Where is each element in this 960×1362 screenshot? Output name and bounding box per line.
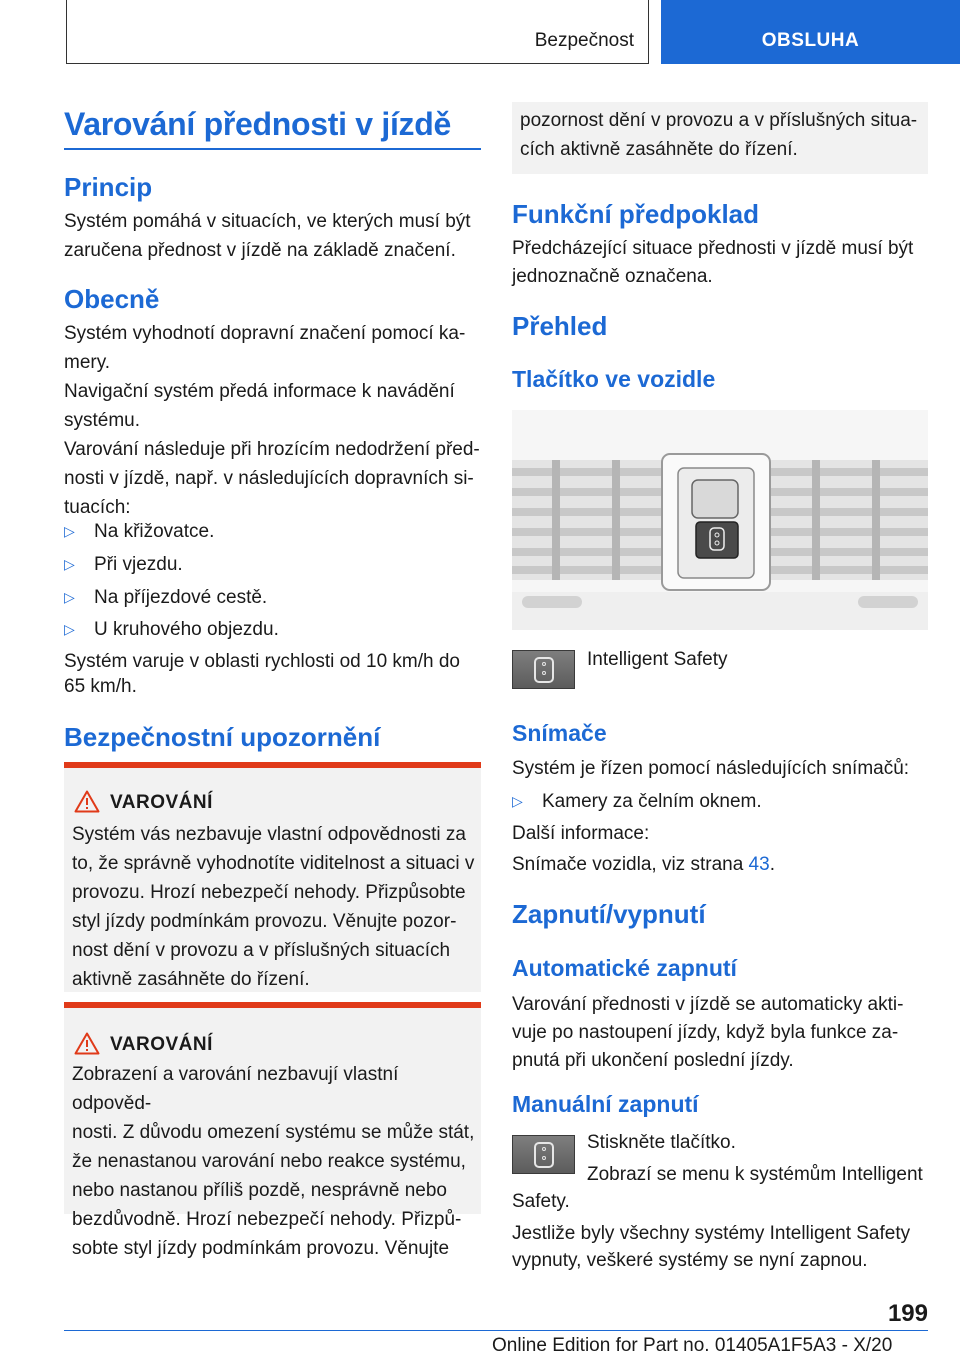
auto-line-1: Varování přednosti v jízdě se automaticky akti- [512, 994, 904, 1015]
bullet-triangle-icon: ▷ [64, 621, 75, 637]
header-chapter-label: OBSLUHA [761, 30, 860, 51]
vehicle-button-photo [512, 410, 928, 630]
warning-triangle-icon [74, 790, 100, 813]
warning-triangle-icon [74, 1032, 100, 1055]
warning-box-2 [64, 1002, 481, 1259]
obecne-p1a: Systém vyhodnotí dopravní značení pomocí ka- [64, 323, 466, 344]
snimace-text: Systém je řízen pomocí následujících snímačů: [512, 758, 910, 779]
obecne-p3b: nosti v jízdě, např. v následujících dopravních si- [64, 468, 474, 489]
funkcni-line-2: jednoznačně označena. [512, 266, 713, 287]
heading-obecne: Obecně [64, 284, 160, 314]
heading-safety: Bezpečnostní upozornění [64, 722, 381, 752]
heading-tlacitko: Tlačítko ve vozidle [512, 366, 716, 392]
page-title: Varování přednosti v jízdě [64, 106, 451, 142]
heading-prehled: Přehled [512, 311, 608, 341]
obecne-p4a: Systém varuje v oblasti rychlosti od 10 km/h do [64, 651, 461, 672]
warning-box-1 [64, 762, 481, 992]
manual-line-3: Safety. [512, 1191, 570, 1212]
auto-line-2: vuje po nastoupení jízdy, když byla funkce za- [512, 1022, 899, 1043]
heading-zapnuti: Zapnutí/vypnutí [512, 899, 706, 929]
intelligent-safety-button-icon [512, 650, 575, 689]
obecne-p1b: mery. [64, 352, 111, 373]
snimace-more: Další informace: [512, 823, 650, 844]
footer-rule [64, 1330, 928, 1331]
intelligent-safety-button-icon [512, 1135, 575, 1174]
warning-title-2: VAROVÁNÍ [110, 1034, 213, 1055]
manual-line-5: vypnuty, veškeré systémy se nyní zapnou. [512, 1250, 868, 1271]
princip-line-2: zaručena přednost v jízdě na základě značení. [64, 240, 456, 261]
bullet-triangle-icon: ▷ [512, 793, 523, 809]
obecne-p4b: 65 km/h. [64, 676, 137, 697]
header-section-label: Bezpečnost [534, 30, 634, 51]
warning-bar [64, 1002, 481, 1008]
obecne-p2b: systému. [64, 410, 141, 431]
heading-manualni: Manuální zapnutí [512, 1091, 699, 1117]
page-number: 199 [887, 1300, 928, 1327]
footer-edition: Online Edition for Part no. 01405A1F5A3 - X/20 [492, 1335, 893, 1356]
title-rule [64, 148, 481, 150]
bullet-triangle-icon: ▷ [64, 589, 75, 605]
button-label: Intelligent Safety [587, 649, 728, 670]
heading-funkcni: Funkční předpoklad [512, 199, 760, 229]
warning-text-2: Zobrazení a varování nezbavují vlastní odpověd- nosti. Z důvodu omezení systému se může stát, že nenastanou varování nebo reakce systému, nebo nastanou příliš pozdě, nesprávně nebo bezdůvodně. Hrozí nebezpečí nehody. Přizpů- sobte styl jízdy podmínkám provozu. Věnujte [72, 1064, 475, 1259]
bullet-triangle-icon: ▷ [64, 556, 75, 572]
heading-automaticke: Automatické zapnutí [512, 955, 737, 981]
warning-continuation: pozornost dění v provozu a v příslušných situa- cích aktivně zasáhněte do řízení. [512, 102, 928, 174]
manual-line-4: Jestliže byly všechny systémy Intelligent Safety [512, 1223, 911, 1244]
princip-line-1: Systém pomáhá v situacích, ve kterých musí být [64, 211, 471, 232]
funkcni-line-1: Předcházející situace přednosti v jízdě musí být [512, 238, 914, 259]
obecne-p3a: Varování následuje při hrozícím nedodržení před- [64, 439, 480, 460]
header-section-box [66, 0, 649, 64]
snimace-reference: Snímače vozidla, viz strana 43. [512, 854, 775, 875]
warning-bar [64, 762, 481, 768]
heading-princip: Princip [64, 172, 153, 202]
manual-line-1: Stiskněte tlačítko. [587, 1132, 736, 1153]
header-chapter-tab[interactable] [661, 0, 960, 64]
obecne-p2a: Navigační systém předá informace k navádění [64, 381, 455, 402]
auto-line-3: pnutá při ukončení poslední jízdy. [512, 1050, 794, 1071]
warning-text-1: Systém vás nezbavuje vlastní odpovědnosti za to, že správně vyhodnotíte viditelnost a situaci v provozu. Hrozí nebezpečí nehody. Přizpůsobte styl jízdy podmínkám provozu. Věnujte pozor- nost dění v provozu a v příslušných situacích aktivně zasáhněte do řízení. [72, 824, 475, 990]
bullet-triangle-icon: ▷ [64, 523, 75, 539]
page-reference-link[interactable]: 43 [748, 854, 770, 875]
heading-snimace: Snímače [512, 720, 607, 746]
manual-line-2: Zobrazí se menu k systémům Intelligent [587, 1164, 923, 1185]
warning-title-1: VAROVÁNÍ [110, 792, 213, 813]
obecne-p3c: tuacích: [64, 497, 131, 518]
